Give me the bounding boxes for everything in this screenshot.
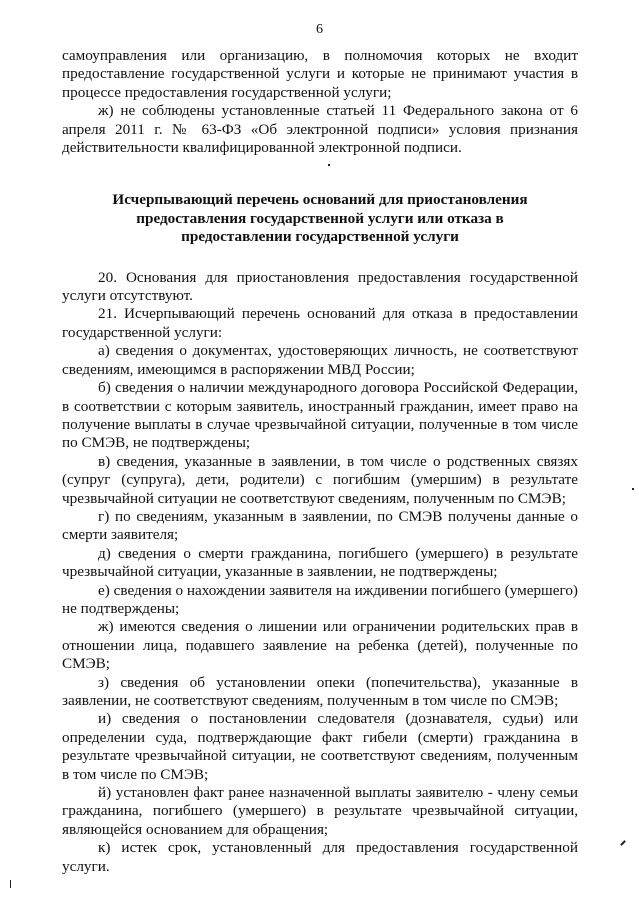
section-heading-line: Исчерпывающий перечень оснований для приостановления (112, 191, 528, 209)
intro-paragraph: самоуправления или организацию, в полномочия которых не входит предоставление государственной услуги и которые не принимают участия в процессе предоставления государственной услуги; (62, 47, 578, 101)
scan-mark (10, 880, 11, 888)
clause-21-item-y: й) установлен факт ранее назначенной выплаты заявителю - члену семьи гражданина, погибшего (умершего) в результате чрезвычайной ситуации, являющейся основанием для обращения; (62, 784, 578, 838)
clause-21-item-k: к) истек срок, установленный для предоставления государственной услуги. (62, 839, 578, 875)
clause-21-item-b: б) сведения о наличии международного договора Российской Федерации, в соответствии с которым заявитель, иностранный гражданин, имеет право на получение выплаты в случае чрезвычайной ситуации, полученные в том числе по СМЭВ, не подтверждены; (62, 379, 578, 452)
clause-20: 20. Основания для приостановления предоставления государственной услуги отсутствуют. (62, 268, 578, 305)
clause-21-item-v: в) сведения, указанные в заявлении, в том числе о родственных связях (супруг (супруга), дети, родители) с погибшим (умершим) в результате чрезвычайной ситуации не соответствуют сведениям, полученным по СМЭВ; (62, 452, 578, 507)
clause-21-item-z: з) сведения об установлении опеки (попечительства), указанные в заявлении, не соответствуют сведениям, полученным в том числе по СМЭВ; (62, 673, 578, 709)
clause-21: 21. Исчерпывающий перечень оснований для отказа в предоставлении государственной услуги: (62, 305, 578, 341)
clause-21-item-a: а) сведения о документах, удостоверяющих личность, не соответствуют сведениям, имеющимся в распоряжении МВД России; (62, 342, 578, 378)
document-body (62, 47, 578, 876)
section-heading-line: предоставления государственной услуги или отказа в (136, 209, 504, 227)
intro-paragraph: ж) не соблюдены установленные статьей 11 Федерального закона от 6 апреля 2011 г. № 63-ФЗ «Об электронной подписи» условия признания действительности квалифицированной электронной подписи. (62, 102, 578, 157)
clause-21-item-e: е) сведения о нахождении заявителя на иждивении погибшего (умершего) не подтверждены; (62, 581, 578, 617)
scan-mark (620, 840, 626, 846)
scan-mark (328, 164, 330, 166)
clause-21-item-g: г) по сведениям, указанным в заявлении, по СМЭВ получены данные о смерти заявителя; (62, 507, 578, 544)
section-heading (62, 191, 578, 246)
scan-mark (632, 488, 634, 490)
clause-21-item-d: д) сведения о смерти гражданина, погибшего (умершего) в результате чрезвычайной ситуации, указанные в заявлении, не подтверждены; (62, 544, 578, 581)
clause-21-item-zh: ж) имеются сведения о лишении или ограничении родительских прав в отношении лица, подавшего заявление на ребенка (детей), полученные по СМЭВ; (62, 618, 578, 673)
section-heading-line: предоставлении государственной услуги (181, 228, 459, 246)
clause-21-item-i: и) сведения о постановлении следователя (дознавателя, судьи) или определении суда, подтверждающие факт гибели (смерти) гражданина в результате чрезвычайной ситуации, не соответствуют сведениям, полученным в том числе по СМЭВ; (62, 710, 578, 783)
page-number: 6 (316, 22, 323, 37)
